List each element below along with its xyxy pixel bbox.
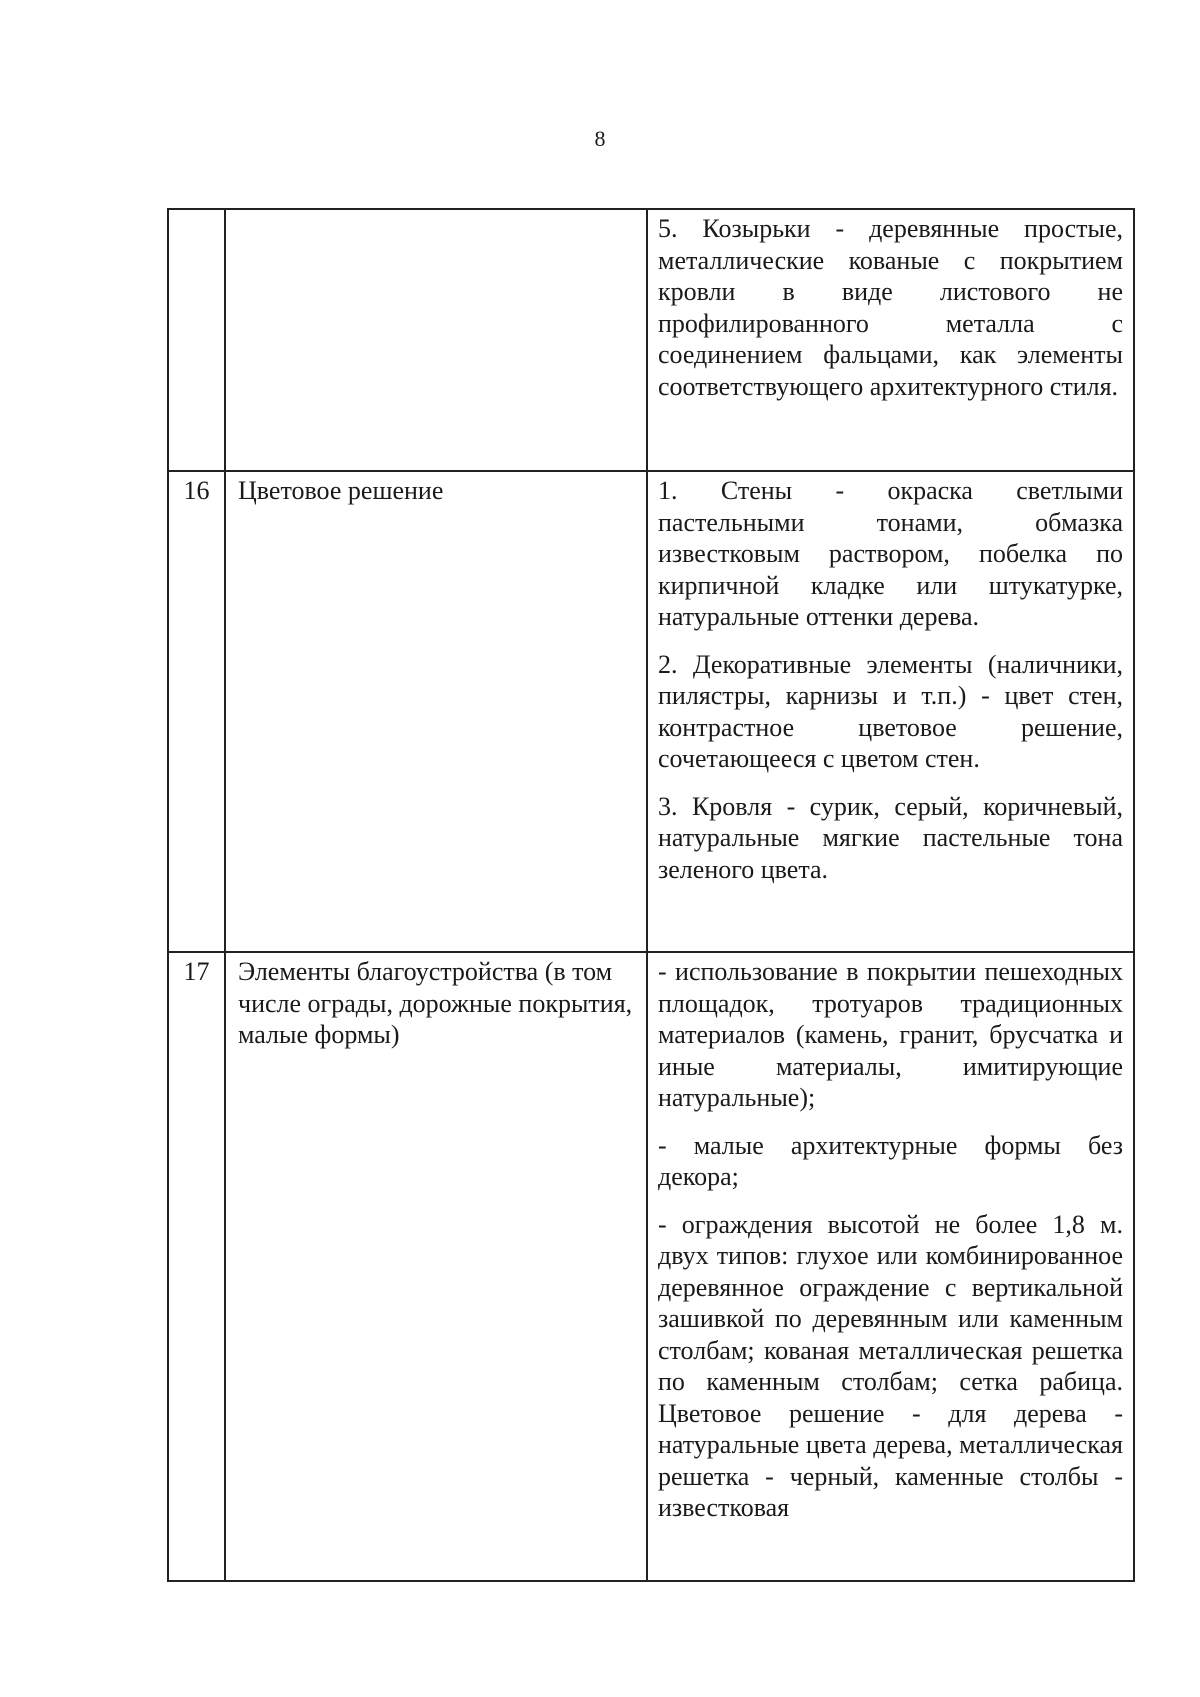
row-name-cell: Цветовое решение [225, 471, 647, 952]
row-number-cell [168, 209, 225, 471]
description-paragraph: 5. Козырьки - деревянные простые, металлические кованые с покрытием кровли в виде листового не профилированного металла с соединением фальцами, как элементы соответствующего архитектурного стиля. [658, 214, 1123, 401]
description-paragraph: 2. Декоративные элементы (наличники, пилястры, карнизы и т.п.) - цвет стен, контрастное цветовое решение, сочетающееся с цветом стен. [658, 649, 1123, 773]
row-name-cell: Элементы благоустройства (в том числе ограды, дорожные покрытия, малые формы) [225, 952, 647, 1581]
requirements-table [167, 208, 1135, 1582]
description-paragraph: 3. Кровля - сурик, серый, коричневый, натуральные мягкие пастельные тона зеленого цвета. [658, 791, 1123, 884]
table-row [168, 952, 1134, 1581]
row-number-cell: 17 [168, 952, 225, 1581]
row-description-cell [647, 209, 1134, 471]
row-name-cell [225, 209, 647, 471]
row-description-cell [647, 471, 1134, 952]
row-description-cell [647, 952, 1134, 1581]
description-paragraph: - ограждения высотой не более 1,8 м. двух типов: глухое или комбинированное деревянное ограждение с вертикальной зашивкой по деревянным или каменным столбам; кованая металлическая решетка по каменным столбам; сетка рабица. Цветовое решение - для дерева - натуральные цвета дерева, металлическая решетка - черный, каменные столбы - известковая [658, 1209, 1123, 1522]
row-number-cell: 16 [168, 471, 225, 952]
description-paragraph: - малые архитектурные формы без декора; [658, 1130, 1123, 1191]
description-paragraph: - использование в покрытии пешеходных площадок, тротуаров традиционных материалов (камень, гранит, брусчатка и иные материалы, имитирующие натуральные); [658, 957, 1123, 1112]
page-number: 8 [594, 126, 606, 151]
table-row [168, 209, 1134, 471]
table-row [168, 471, 1134, 952]
description-paragraph: 1. Стены - окраска светлыми пастельными тонами, обмазка известковым раствором, побелка по кирпичной кладке или штукатурке, натуральные оттенки дерева. [658, 476, 1123, 631]
